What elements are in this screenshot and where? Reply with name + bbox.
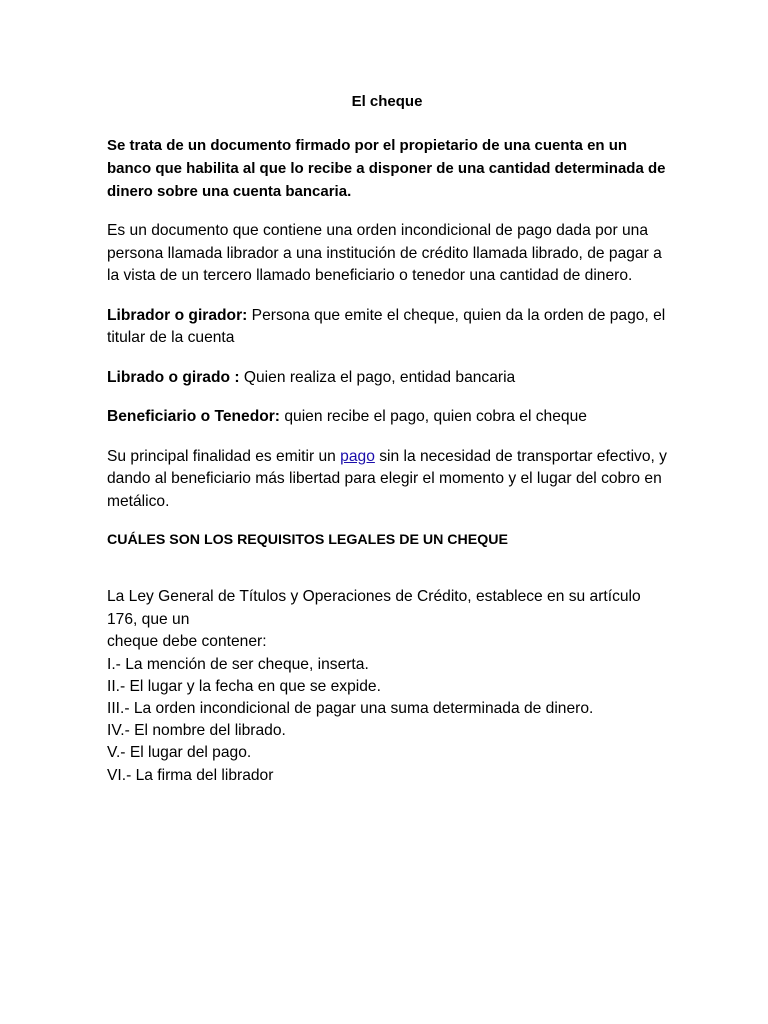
definition-text: Quien realiza el pago, entidad bancaria [239, 368, 516, 386]
list-item: IV.- El nombre del librado. [107, 722, 286, 740]
document-page [107, 90, 667, 787]
law-line-1: La Ley General de Títulos y Operaciones de Crédito, establece en su artículo 176, que un [107, 588, 641, 628]
law-line-2: cheque debe contener: [107, 633, 267, 650]
definition-beneficiario [107, 406, 667, 429]
purpose-text-before: Su principal finalidad es emitir un [107, 447, 341, 465]
section-heading: CUÁLES SON LOS REQUISITOS LEGALES DE UN CHEQUE [107, 532, 508, 548]
definition-term: Librador o girador: [107, 306, 248, 324]
requirements-list [107, 654, 667, 787]
list-item: III.- La orden incondicional de pagar una suma determinada de dinero. [107, 699, 594, 717]
purpose-text-after: sin la necesidad de transportar efectivo, y dando al beneficiario más libertad para elegir el momento y el lugar del cobro en metálico. [107, 447, 667, 510]
pago-link[interactable]: pago [340, 447, 375, 465]
definition-term: Librado o girado : [107, 368, 240, 386]
definition-text: quien recibe el pago, quien cobra el cheque [280, 408, 587, 425]
lead-paragraph: Se trata de un documento firmado por el propietario de una cuenta en un banco que habilita al que lo recibe a disponer de una cantidad determinada de dinero sobre una cuenta bancaria. [107, 137, 666, 200]
definition-term: Beneficiario o Tenedor: [107, 408, 281, 425]
intro-paragraph: Es un documento que contiene una orden incondicional de pago dada por una persona llamada librador a una institución de crédito llamada librado, de pagar a la vista de un tercero llamado beneficiario o tenedor una cantidad de dinero. [107, 222, 662, 284]
purpose-paragraph [107, 446, 667, 514]
definition-text: Persona que emite el cheque, quien da la orden de pago, el titular de la cuenta [107, 306, 666, 346]
definition-librador [107, 305, 667, 350]
definition-librado [107, 367, 667, 390]
list-item: VI.- La firma del librador [107, 766, 274, 784]
document-title: El cheque [351, 93, 423, 110]
law-paragraph [107, 586, 667, 654]
list-item: V.- El lugar del pago. [107, 744, 252, 762]
list-item: II.- El lugar y la fecha en que se expide. [107, 677, 381, 695]
list-item: I.- La mención de ser cheque, inserta. [107, 655, 369, 673]
